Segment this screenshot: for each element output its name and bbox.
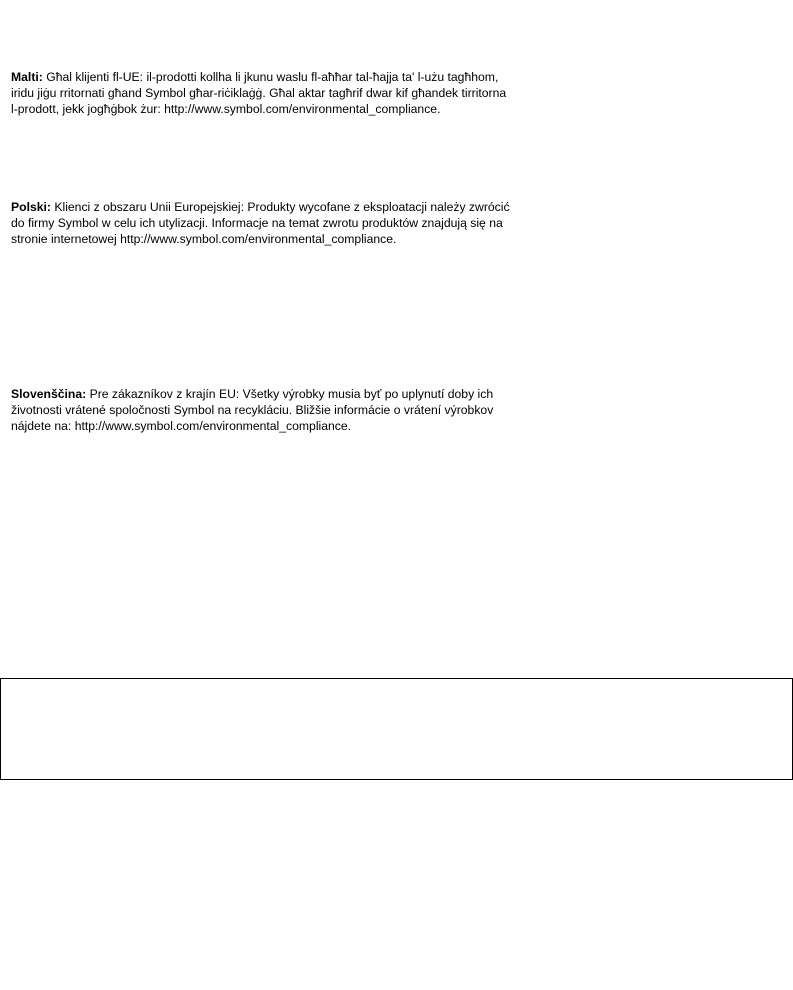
paragraph-polski-line-1: Klienci z obszaru Unii Europejskiej: Produkty wycofane z eksploatacji należy zwrócić xyxy=(54,200,510,214)
paragraph-malti-line-3: l-prodott, jekk jogħġbok żur: http://www.symbol.com/environmental_compliance. xyxy=(11,102,441,116)
paragraph-malti-line-2: iridu jiġu rritornati għand Symbol għar-riċiklaġġ. Għal aktar tagħrif dwar kif għandek tirritorna xyxy=(11,86,507,100)
paragraph-malti xyxy=(11,69,571,117)
paragraph-polski-line-3: stronie internetowej http://www.symbol.com/environmental_compliance. xyxy=(11,232,397,246)
paragraph-polski xyxy=(11,199,571,247)
language-label-malti: Malti: xyxy=(11,70,43,84)
paragraph-polski-line-2: do firmy Symbol w celu ich utylizacji. Informacje na temat zwrotu produktów znajdują się na xyxy=(11,216,503,230)
paragraph-slovencina xyxy=(11,386,571,434)
language-label-slovencina: Slovenščina: xyxy=(11,387,87,401)
paragraph-slovencina-line-3: nájdete na: http://www.symbol.com/environmental_compliance. xyxy=(11,419,352,433)
language-label-polski: Polski: xyxy=(11,200,51,214)
paragraph-slovencina-line-1: Pre zákazníkov z krajín EU: Všetky výrobky musia byť po uplynutí doby ich xyxy=(89,387,494,401)
paragraph-slovencina-line-2: životnosti vrátené spoločnosti Symbol na recykláciu. Bližšie informácie o vrátení výrobkov xyxy=(11,403,494,417)
paragraph-malti-line-1: Għal klijenti fl-UE: il-prodotti kollha li jkunu waslu fl-aħħar tal-ħajja ta' l-użu tagħhom, xyxy=(46,70,499,84)
empty-bordered-box xyxy=(0,678,793,780)
